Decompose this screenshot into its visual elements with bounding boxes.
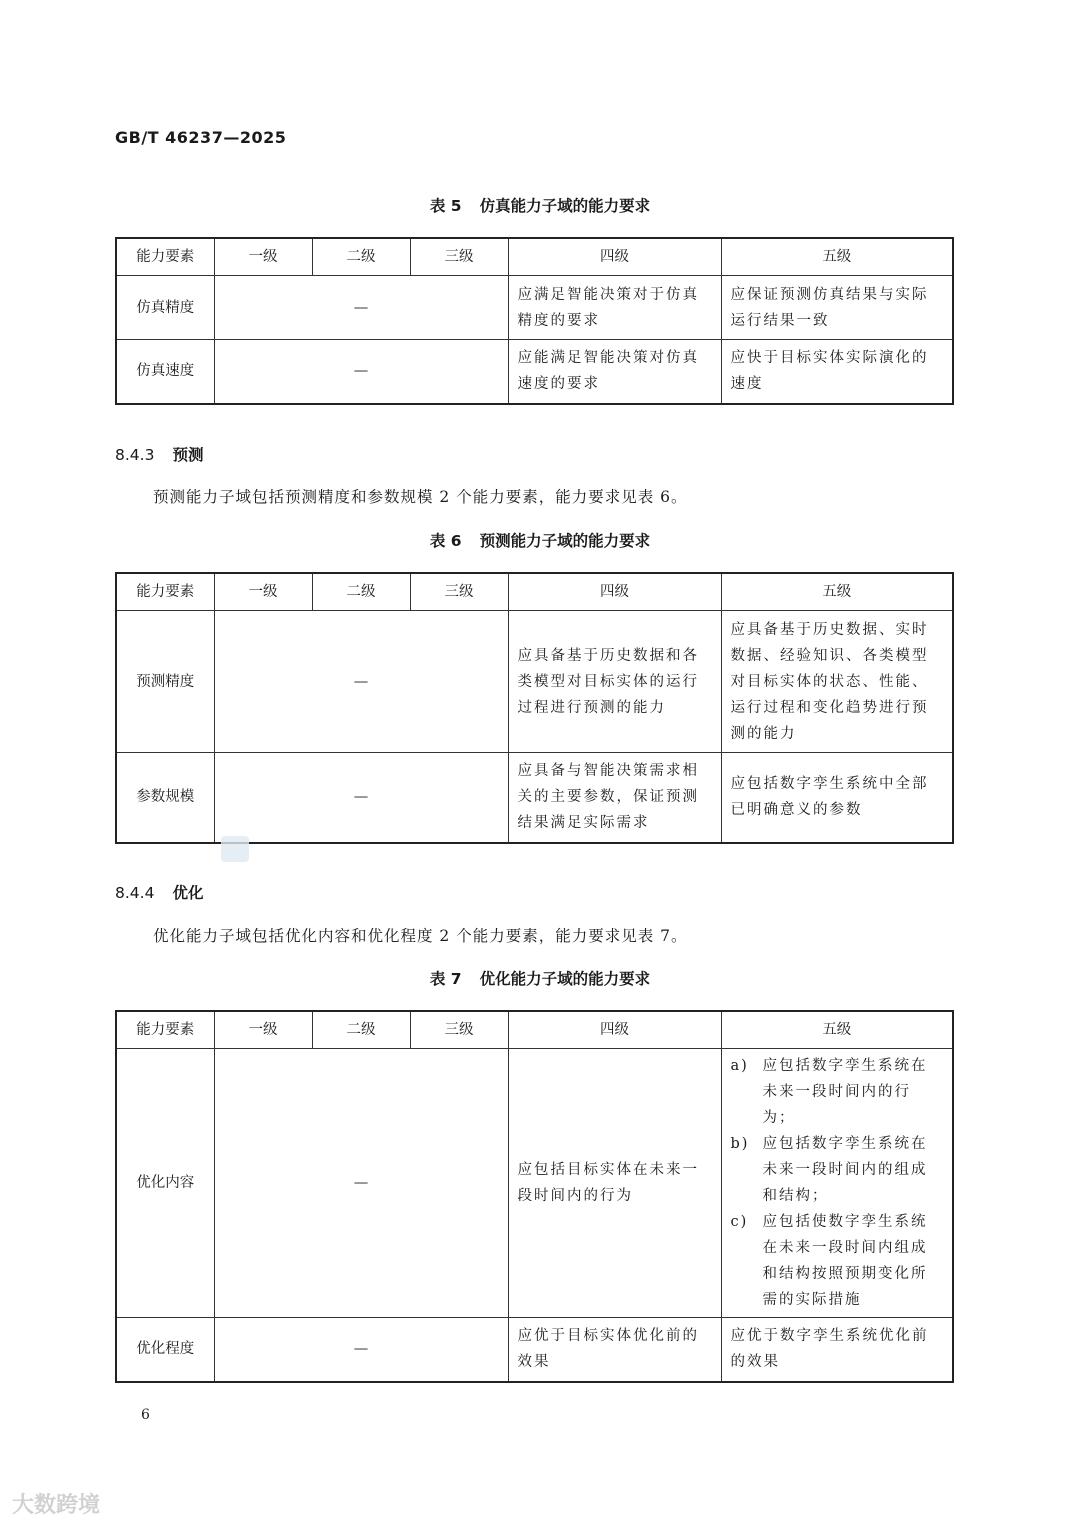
level5-requirement-list <box>721 1049 953 1318</box>
list-item <box>731 1053 944 1131</box>
level4-requirement: 应优于目标实体优化前的效果 <box>508 1318 721 1382</box>
list-marker: b) <box>730 1136 750 1152</box>
table-row <box>116 1318 953 1382</box>
table5-header-row <box>116 238 953 276</box>
table6-header-cell: 一级 <box>214 573 312 611</box>
level1-3-empty: — <box>214 340 508 404</box>
section-8-4-4-paragraph: 优化能力子域包括优化内容和优化程度 2 个能力要素，能力要求见表 7。 <box>153 927 688 945</box>
list-item <box>731 1209 944 1313</box>
table7-header-cell: 二级 <box>312 1011 410 1049</box>
list-marker: a) <box>730 1058 749 1074</box>
element-name: 仿真速度 <box>116 340 214 404</box>
element-name: 仿真精度 <box>116 276 214 340</box>
section-title: 优化 <box>172 884 204 902</box>
table-row <box>116 276 953 340</box>
stamp-mark <box>221 836 249 862</box>
element-name: 优化内容 <box>116 1049 214 1318</box>
table5-caption <box>0 194 1080 216</box>
table5 <box>115 237 954 405</box>
table6-header-cell: 能力要素 <box>116 573 214 611</box>
level4-requirement: 应能满足智能决策对仿真速度的要求 <box>508 340 721 404</box>
table7-header-row <box>116 1011 953 1049</box>
table5-caption-title: 仿真能力子域的能力要求 <box>479 197 651 215</box>
section-8-4-3-paragraph: 预测能力子域包括预测精度和参数规模 2 个能力要素，能力要求见表 6。 <box>153 488 688 506</box>
table5-header-cell: 三级 <box>410 238 508 276</box>
list-item-text: 应包括数字孪生系统在未来一段时间内的组成和结构； <box>762 1136 928 1204</box>
table7-caption-number: 表 7 <box>429 970 462 988</box>
section-8-4-3-heading <box>115 443 203 465</box>
level4-requirement: 应具备与智能决策需求相关的主要参数，保证预测结果满足实际需求 <box>508 753 721 843</box>
table-row <box>116 1049 953 1318</box>
level4-requirement: 应具备基于历史数据和各类模型对目标实体的运行过程进行预测的能力 <box>508 611 721 753</box>
level5-requirement: 应具备基于历史数据、实时数据、经验知识、各类模型对目标实体的状态、性能、运行过程和变化趋势进行预测的能力 <box>721 611 953 753</box>
page-number: 6 <box>141 1407 150 1423</box>
level1-3-empty: — <box>214 611 508 753</box>
section-number: 8.4.3 <box>115 446 155 464</box>
section-8-4-4-heading <box>115 881 203 903</box>
table-row <box>116 753 953 843</box>
table6-caption-number: 表 6 <box>429 532 462 550</box>
table-row <box>116 611 953 753</box>
level5-requirement: 应包括数字孪生系统中全部已明确意义的参数 <box>721 753 953 843</box>
level4-requirement: 应包括目标实体在未来一段时间内的行为 <box>508 1049 721 1318</box>
element-name: 优化程度 <box>116 1318 214 1382</box>
list-item <box>731 1131 944 1209</box>
table6-header-cell: 三级 <box>410 573 508 611</box>
standard-code: GB/T 46237—2025 <box>115 128 287 147</box>
table7-header-cell: 四级 <box>508 1011 721 1049</box>
table6-header-cell: 二级 <box>312 573 410 611</box>
table5-header-cell: 一级 <box>214 238 312 276</box>
table6-header-row <box>116 573 953 611</box>
element-name: 预测精度 <box>116 611 214 753</box>
level4-requirement: 应满足智能决策对于仿真精度的要求 <box>508 276 721 340</box>
table7-caption <box>0 967 1080 989</box>
level1-3-empty: — <box>214 753 508 843</box>
level1-3-empty: — <box>214 276 508 340</box>
level1-3-empty: — <box>214 1318 508 1382</box>
table6-header-cell: 五级 <box>721 573 953 611</box>
level5-requirement: 应优于数字孪生系统优化前的效果 <box>721 1318 953 1382</box>
level5-requirement: 应保证预测仿真结果与实际运行结果一致 <box>721 276 953 340</box>
watermark-logo: 大数跨境 <box>12 1493 101 1518</box>
list-item-text: 应包括使数字孪生系统在未来一段时间内组成和结构按照预期变化所需的实际措施 <box>762 1214 928 1308</box>
table5-header-cell: 五级 <box>721 238 953 276</box>
list-marker: c) <box>730 1214 749 1230</box>
table5-header-cell: 四级 <box>508 238 721 276</box>
section-title: 预测 <box>172 446 204 464</box>
table6-caption-title: 预测能力子域的能力要求 <box>479 532 651 550</box>
element-name: 参数规模 <box>116 753 214 843</box>
table7-header-cell: 三级 <box>410 1011 508 1049</box>
table6-header-cell: 四级 <box>508 573 721 611</box>
table-row <box>116 340 953 404</box>
table6-caption <box>0 529 1080 551</box>
section-number: 8.4.4 <box>115 884 155 902</box>
table7-header-cell: 能力要素 <box>116 1011 214 1049</box>
table7-header-cell: 五级 <box>721 1011 953 1049</box>
table7-caption-title: 优化能力子域的能力要求 <box>479 970 651 988</box>
table5-header-cell: 能力要素 <box>116 238 214 276</box>
table5-caption-number: 表 5 <box>429 197 462 215</box>
level1-3-empty: — <box>214 1049 508 1318</box>
level5-requirement: 应快于目标实体实际演化的速度 <box>721 340 953 404</box>
table6 <box>115 572 954 844</box>
table7 <box>115 1010 954 1383</box>
table7-header-cell: 一级 <box>214 1011 312 1049</box>
list-item-text: 应包括数字孪生系统在未来一段时间内的行为； <box>762 1058 928 1126</box>
table5-header-cell: 二级 <box>312 238 410 276</box>
